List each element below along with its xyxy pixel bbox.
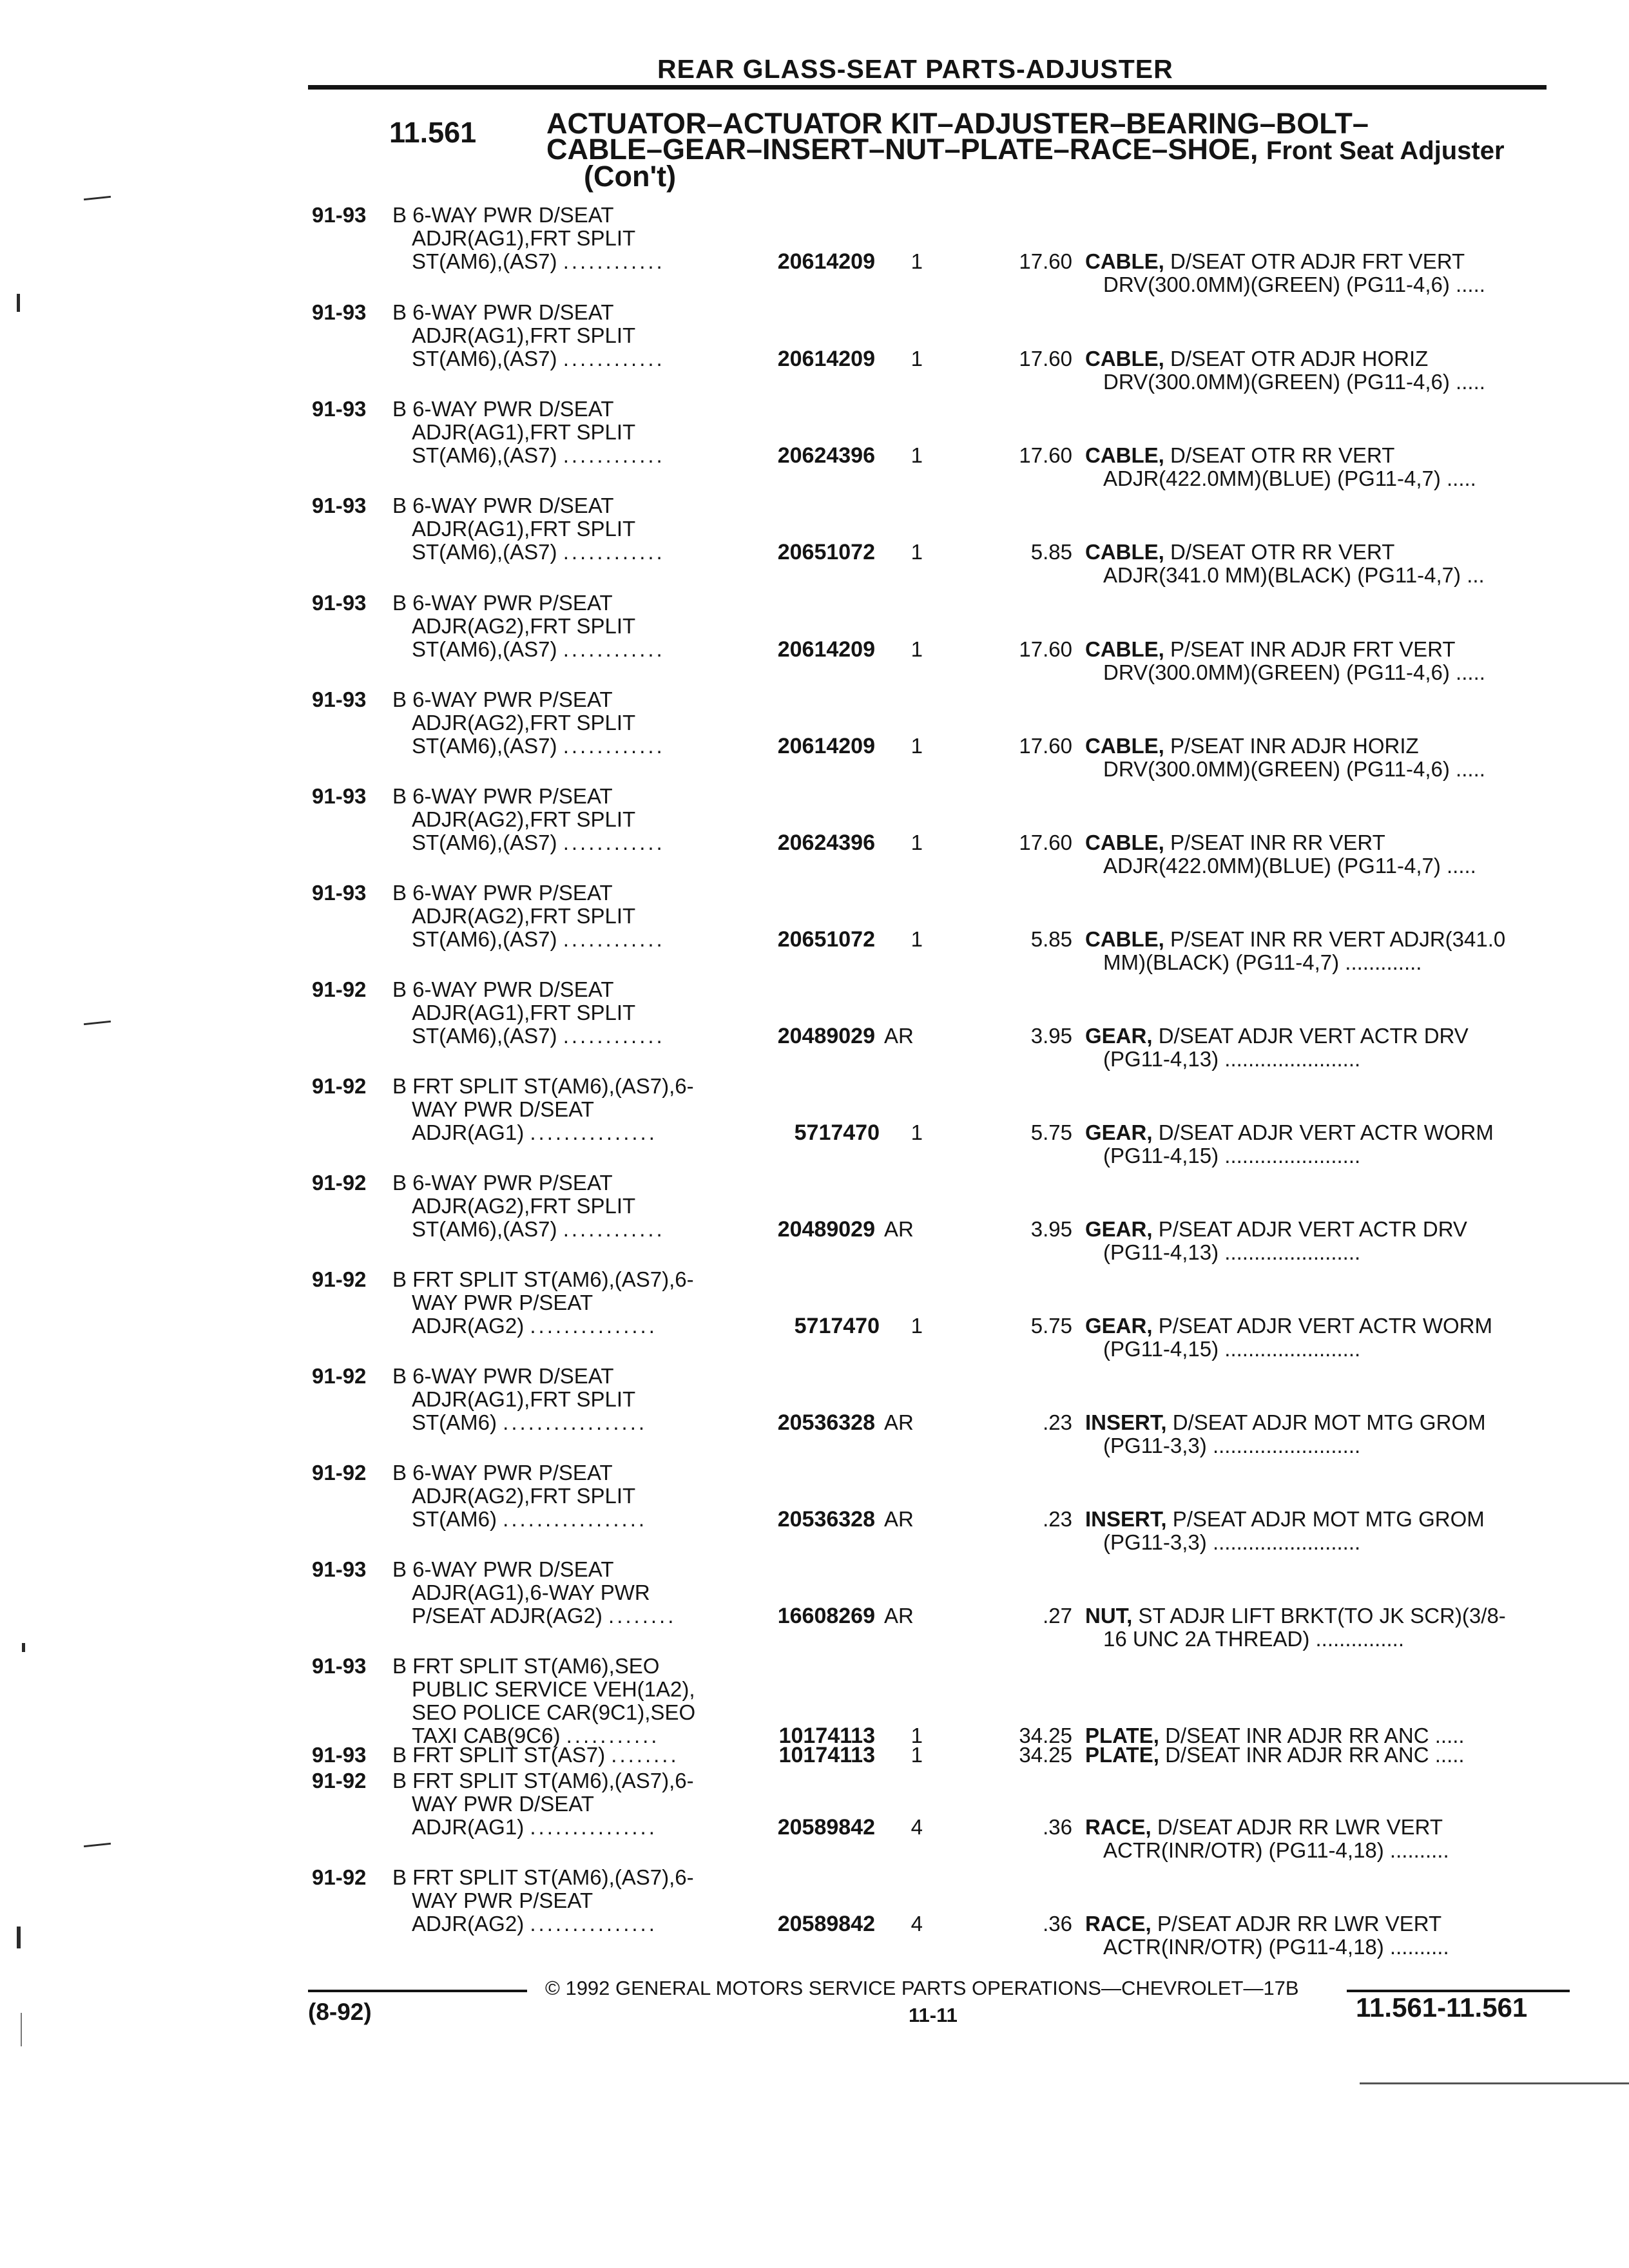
quantity: AR (884, 1217, 914, 1241)
part-name: RACE, (1085, 1815, 1152, 1839)
model-years: 91-92 (312, 1865, 367, 1889)
part-description (1085, 1218, 1562, 1264)
usage-description (392, 301, 665, 370)
section-title-continued: (Con't) (584, 160, 677, 193)
part-name: NUT, (1085, 1604, 1133, 1628)
model-years: 91-93 (312, 1654, 367, 1678)
part-description (1085, 638, 1562, 684)
price: .36 (1043, 1815, 1072, 1839)
leader-dots: ............... (530, 1815, 657, 1839)
part-description-line: GEAR, D/SEAT ADJR VERT ACTR WORM (1085, 1120, 1494, 1144)
section-number: 11.561 (389, 116, 477, 149)
usage-line: B 6-WAY PWR D/SEAT (392, 977, 614, 1001)
usage-description (392, 785, 665, 854)
part-name: GEAR, (1085, 1024, 1153, 1048)
usage-line: B 6-WAY PWR D/SEAT (392, 494, 614, 517)
usage-line: ADJR(AG2),FRT SPLIT (412, 1194, 636, 1218)
quantity: 1 (911, 1314, 923, 1338)
usage-line: ADJR(AG2),FRT SPLIT (412, 904, 636, 928)
usage-line: B FRT SPLIT ST(AM6),(AS7),6- (392, 1267, 694, 1291)
part-description-line: (PG11-4,13) ....................... (1103, 1240, 1361, 1264)
usage-description (392, 881, 665, 951)
part-description-line: RACE, P/SEAT ADJR RR LWR VERT (1085, 1912, 1442, 1936)
usage-line: B 6-WAY PWR P/SEAT (392, 687, 613, 711)
leader-dots: ............... (530, 1912, 657, 1936)
usage-line: ST(AM6),(AS7) ............ (412, 249, 665, 273)
part-description-line: RACE, D/SEAT ADJR RR LWR VERT (1085, 1815, 1443, 1839)
usage-line: B 6-WAY PWR D/SEAT (392, 1557, 614, 1581)
part-description-line: DRV(300.0MM)(GREEN) (PG11-4,6) ..... (1103, 370, 1485, 394)
part-name: GEAR, (1085, 1217, 1153, 1241)
price: .23 (1043, 1507, 1072, 1531)
part-name: GEAR, (1085, 1314, 1153, 1338)
section-title (546, 107, 1539, 193)
model-years: 91-92 (312, 1074, 367, 1098)
usage-line: ADJR(AG2),FRT SPLIT (412, 711, 636, 735)
footer-section-range: 11.561-11.561 (1356, 1992, 1528, 2023)
usage-description (392, 204, 665, 273)
leader-dots: ............ (563, 347, 665, 370)
usage-line: ADJR(AG1),FRT SPLIT (412, 1387, 636, 1411)
part-name: CABLE, (1085, 734, 1164, 758)
model-years: 91-93 (312, 494, 367, 517)
quantity: 4 (911, 1815, 923, 1839)
part-number: 20614209 (777, 637, 875, 662)
part-description (1085, 1604, 1562, 1651)
model-years: 91-93 (312, 591, 367, 615)
part-description-line: (PG11-4,15) ....................... (1103, 1337, 1361, 1361)
price: 5.75 (1030, 1314, 1072, 1338)
part-description (1085, 1121, 1562, 1168)
usage-line: B 6-WAY PWR D/SEAT (392, 1364, 614, 1388)
usage-line: B 6-WAY PWR P/SEAT (392, 591, 613, 615)
usage-line: B 6-WAY PWR P/SEAT (392, 1461, 613, 1485)
price: 17.60 (1019, 443, 1072, 467)
price: .27 (1043, 1604, 1072, 1628)
leader-dots: ............ (563, 1217, 665, 1241)
part-number: 20624396 (777, 831, 875, 855)
part-number: 20624396 (777, 443, 875, 468)
model-years: 91-93 (312, 784, 367, 808)
part-number: 20589842 (777, 1815, 875, 1840)
model-years: 91-93 (312, 397, 367, 421)
quantity: AR (884, 1507, 914, 1531)
price: 17.60 (1019, 249, 1072, 273)
price: .36 (1043, 1912, 1072, 1936)
usage-description (392, 978, 665, 1048)
leader-dots: ............ (563, 734, 665, 758)
leader-dots: ............... (530, 1314, 657, 1338)
price: 5.75 (1030, 1120, 1072, 1144)
usage-line: ST(AM6),(AS7) ............ (412, 831, 665, 854)
usage-line: ST(AM6),(AS7) ............ (412, 927, 665, 951)
part-description (1085, 444, 1562, 490)
part-description-line: (PG11-3,3) ......................... (1103, 1434, 1361, 1457)
part-description-line: (PG11-4,15) ....................... (1103, 1144, 1361, 1168)
model-years: 91-93 (312, 300, 367, 324)
part-name: CABLE, (1085, 831, 1164, 854)
part-description-line: INSERT, D/SEAT ADJR MOT MTG GROM (1085, 1410, 1486, 1434)
model-years: 91-93 (312, 881, 367, 905)
part-description-line: CABLE, D/SEAT OTR RR VERT (1085, 540, 1395, 564)
price: 3.95 (1030, 1217, 1072, 1241)
price: 17.60 (1019, 347, 1072, 370)
usage-line: ADJR(AG1),FRT SPLIT (412, 517, 636, 541)
part-description (1085, 1024, 1562, 1071)
part-name: INSERT, (1085, 1410, 1167, 1434)
part-description (1085, 928, 1562, 974)
usage-line: ADJR(AG1),FRT SPLIT (412, 323, 636, 347)
part-description (1085, 1912, 1562, 1959)
usage-description (392, 688, 665, 758)
quantity: AR (884, 1604, 914, 1628)
quantity: 1 (911, 249, 923, 273)
part-name: CABLE, (1085, 347, 1164, 370)
leader-dots: ............... (530, 1120, 657, 1144)
section-title-suffix: Front Seat Adjuster (1266, 137, 1505, 165)
part-number: 10174113 (778, 1743, 875, 1767)
part-number: 20589842 (777, 1912, 875, 1936)
part-description (1085, 541, 1562, 587)
part-description (1085, 1744, 1562, 1767)
usage-description (392, 1558, 676, 1628)
part-name: CABLE, (1085, 540, 1164, 564)
part-description-line: DRV(300.0MM)(GREEN) (PG11-4,6) ..... (1103, 660, 1485, 684)
footer-rule-left (308, 1990, 527, 1992)
model-years: 91-93 (312, 203, 367, 227)
footer-date: (8-92) (308, 1999, 372, 2025)
usage-description (392, 1365, 647, 1434)
part-name: CABLE, (1085, 927, 1164, 951)
usage-line: ST(AM6),(AS7) ............ (412, 1024, 665, 1048)
usage-line: PUBLIC SERVICE VEH(1A2), (412, 1677, 695, 1701)
usage-line: ADJR(AG1),FRT SPLIT (412, 420, 636, 444)
part-number: 20489029 (777, 1217, 875, 1242)
leader-dots: ............ (563, 1024, 665, 1048)
part-description-line: CABLE, D/SEAT OTR ADJR HORIZ (1085, 347, 1429, 370)
part-number: 20614209 (777, 734, 875, 758)
leader-dots: ........... (566, 1724, 660, 1747)
part-description-line: ADJR(422.0MM)(BLUE) (PG11-4,7) ..... (1103, 854, 1476, 878)
part-number: 20651072 (777, 927, 875, 952)
model-years: 91-92 (312, 977, 367, 1001)
quantity: 1 (911, 831, 923, 854)
quantity: 1 (911, 1724, 923, 1747)
usage-line: ST(AM6),(AS7) ............ (412, 443, 665, 467)
part-description (1085, 1816, 1562, 1862)
part-description-line: ADJR(341.0 MM)(BLACK) (PG11-4,7) ... (1103, 563, 1485, 587)
usage-line: TAXI CAB(9C6) ........... (412, 1724, 660, 1747)
quantity: 1 (911, 637, 923, 661)
part-name: INSERT, (1085, 1507, 1167, 1531)
price: 17.60 (1019, 734, 1072, 758)
usage-line: ST(AM6),(AS7) ............ (412, 1217, 665, 1241)
part-number: 5717470 (794, 1314, 880, 1338)
part-description-line: ACTR(INR/OTR) (PG11-4,18) .......... (1103, 1838, 1449, 1862)
usage-line: B 6-WAY PWR D/SEAT (392, 203, 614, 227)
usage-line: B 6-WAY PWR D/SEAT (392, 300, 614, 324)
usage-description (392, 591, 665, 661)
price: 3.95 (1030, 1024, 1072, 1048)
usage-line: B 6-WAY PWR P/SEAT (392, 784, 613, 808)
usage-line: ADJR(AG2),FRT SPLIT (412, 614, 636, 638)
usage-description (392, 1866, 694, 1936)
part-description-line: INSERT, P/SEAT ADJR MOT MTG GROM (1085, 1507, 1485, 1531)
leader-dots: ........ (611, 1743, 679, 1767)
usage-line: ST(AM6) ................. (412, 1507, 648, 1531)
quantity: 1 (911, 443, 923, 467)
leader-dots: ............ (563, 927, 665, 951)
binding-mark (17, 1927, 21, 1948)
usage-description (392, 1655, 695, 1747)
usage-line: SEO POLICE CAR(9C1),SEO (412, 1700, 696, 1724)
model-years: 91-92 (312, 1769, 367, 1792)
part-name: CABLE, (1085, 443, 1164, 467)
part-description-line: (PG11-3,3) ......................... (1103, 1530, 1361, 1554)
leader-dots: ............ (563, 443, 665, 467)
scan-edge-line (1360, 2082, 1629, 2084)
usage-line: B FRT SPLIT ST(AS7) ........ (392, 1743, 679, 1767)
usage-description (392, 1075, 694, 1144)
usage-line: ADJR(AG1) ............... (412, 1120, 657, 1144)
usage-line: ST(AM6) ................. (412, 1410, 648, 1434)
part-description-line: ACTR(INR/OTR) (PG11-4,18) .......... (1103, 1935, 1449, 1959)
model-years: 91-93 (312, 687, 367, 711)
part-number: 20651072 (777, 540, 875, 564)
model-years: 91-92 (312, 1171, 367, 1195)
leader-dots: ............ (563, 831, 665, 854)
leader-dots: ............ (563, 249, 665, 273)
price: 5.85 (1030, 927, 1072, 951)
usage-line: B FRT SPLIT ST(AM6),(AS7),6- (392, 1074, 694, 1098)
part-number: 20489029 (777, 1024, 875, 1048)
model-years: 91-93 (312, 1743, 367, 1767)
usage-line: ADJR(AG1) ............... (412, 1815, 657, 1839)
price: .23 (1043, 1410, 1072, 1434)
part-number: 20614209 (777, 249, 875, 274)
usage-line: ADJR(AG1),6-WAY PWR (412, 1581, 650, 1604)
usage-description (392, 1461, 647, 1531)
leader-dots: ................. (503, 1410, 648, 1434)
leader-dots: ................. (503, 1507, 648, 1531)
part-description-line: PLATE, D/SEAT INR ADJR RR ANC ..... (1085, 1743, 1465, 1767)
part-description-line: CABLE, D/SEAT OTR ADJR FRT VERT (1085, 249, 1465, 273)
usage-line: B 6-WAY PWR D/SEAT (392, 397, 614, 421)
model-years: 91-92 (312, 1267, 367, 1291)
page-header-title: REAR GLASS-SEAT PARTS-ADJUSTER (657, 54, 1173, 84)
quantity: 1 (911, 540, 923, 564)
part-name: PLATE, (1085, 1743, 1159, 1767)
usage-description (392, 494, 665, 564)
model-years: 91-92 (312, 1364, 367, 1388)
usage-line: WAY PWR P/SEAT (412, 1291, 593, 1314)
usage-line: ADJR(AG2),FRT SPLIT (412, 1484, 636, 1508)
part-description-line: CABLE, D/SEAT OTR RR VERT (1085, 443, 1395, 467)
usage-line: ST(AM6),(AS7) ............ (412, 540, 665, 564)
usage-line: WAY PWR D/SEAT (412, 1097, 594, 1121)
part-name: RACE, (1085, 1912, 1152, 1936)
part-description-line: GEAR, D/SEAT ADJR VERT ACTR DRV (1085, 1024, 1469, 1048)
price: 17.60 (1019, 831, 1072, 854)
footer-copyright: © 1992 GENERAL MOTORS SERVICE PARTS OPERATIONS—CHEVROLET—17B (545, 1977, 1299, 1999)
usage-description (392, 1744, 679, 1767)
binding-mark (17, 294, 20, 312)
binding-mark (84, 1843, 111, 1847)
usage-line: B 6-WAY PWR P/SEAT (392, 1171, 613, 1195)
leader-dots: ............ (563, 637, 665, 661)
usage-line: WAY PWR D/SEAT (412, 1792, 594, 1816)
leader-dots: ........ (608, 1604, 677, 1628)
footer-page-number: 11-11 (909, 2004, 958, 2026)
quantity: AR (884, 1410, 914, 1434)
price: 34.25 (1019, 1724, 1072, 1747)
part-description (1085, 250, 1562, 296)
binding-mark (84, 196, 111, 200)
usage-line: ADJR(AG2) ............... (412, 1314, 657, 1338)
part-description-line: CABLE, P/SEAT INR RR VERT (1085, 831, 1385, 854)
quantity: 1 (911, 347, 923, 370)
model-years: 91-93 (312, 1557, 367, 1581)
part-number: 20536328 (777, 1507, 875, 1532)
part-number: 10174113 (778, 1724, 875, 1748)
part-description (1085, 347, 1562, 394)
quantity: 4 (911, 1912, 923, 1936)
part-description-line: CABLE, P/SEAT INR RR VERT ADJR(341.0 (1085, 927, 1506, 951)
header-rule (308, 85, 1547, 90)
usage-description (392, 1171, 665, 1241)
price: 34.25 (1019, 1743, 1072, 1767)
part-description-line: GEAR, P/SEAT ADJR VERT ACTR WORM (1085, 1314, 1493, 1338)
part-description (1085, 1411, 1562, 1457)
quantity: 1 (911, 734, 923, 758)
part-description-line: ADJR(422.0MM)(BLUE) (PG11-4,7) ..... (1103, 466, 1476, 490)
quantity: 1 (911, 927, 923, 951)
usage-line: ADJR(AG2),FRT SPLIT (412, 807, 636, 831)
part-description-line: PLATE, D/SEAT INR ADJR RR ANC ..... (1085, 1724, 1465, 1747)
part-name: CABLE, (1085, 249, 1164, 273)
usage-line: P/SEAT ADJR(AG2) ........ (412, 1604, 677, 1628)
usage-line: B FRT SPLIT ST(AM6),(AS7),6- (392, 1769, 694, 1792)
quantity: AR (884, 1024, 914, 1048)
part-number: 20536328 (777, 1410, 875, 1435)
usage-description (392, 1268, 694, 1338)
quantity: 1 (911, 1120, 923, 1144)
usage-line: B FRT SPLIT ST(AM6),SEO (392, 1654, 660, 1678)
part-name: PLATE, (1085, 1724, 1159, 1747)
part-description-line: GEAR, P/SEAT ADJR VERT ACTR DRV (1085, 1217, 1467, 1241)
usage-line: ST(AM6),(AS7) ............ (412, 347, 665, 370)
binding-mark (22, 1643, 25, 1652)
part-description-line: CABLE, P/SEAT INR ADJR FRT VERT (1085, 637, 1456, 661)
usage-line: ADJR(AG2) ............... (412, 1912, 657, 1936)
part-number: 5717470 (794, 1120, 880, 1145)
usage-line: B 6-WAY PWR P/SEAT (392, 881, 613, 905)
part-description (1085, 831, 1562, 878)
binding-mark (21, 2013, 22, 2046)
part-description-line: DRV(300.0MM)(GREEN) (PG11-4,6) ..... (1103, 273, 1485, 296)
part-name: GEAR, (1085, 1120, 1153, 1144)
part-description (1085, 735, 1562, 781)
section-title-line2: CABLE–GEAR–INSERT–NUT–PLATE–RACE–SHOE, Front Seat Adjuster (546, 133, 1505, 166)
leader-dots: ............ (563, 540, 665, 564)
usage-description (392, 1769, 694, 1839)
usage-line: ADJR(AG1),FRT SPLIT (412, 226, 636, 250)
part-description (1085, 1314, 1562, 1361)
part-number: 16608269 (777, 1604, 875, 1628)
model-years: 91-92 (312, 1461, 367, 1485)
part-description-line: MM)(BLACK) (PG11-4,7) ............. (1103, 950, 1422, 974)
usage-line: ST(AM6),(AS7) ............ (412, 637, 665, 661)
part-description (1085, 1508, 1562, 1554)
part-description-line: (PG11-4,13) ....................... (1103, 1047, 1361, 1071)
price: 5.85 (1030, 540, 1072, 564)
part-name: CABLE, (1085, 637, 1164, 661)
quantity: 1 (911, 1743, 923, 1767)
part-description-line: CABLE, P/SEAT INR ADJR HORIZ (1085, 734, 1419, 758)
usage-description (392, 398, 665, 467)
part-description-line: 16 UNC 2A THREAD) ............... (1103, 1627, 1405, 1651)
part-description-line: DRV(300.0MM)(GREEN) (PG11-4,6) ..... (1103, 757, 1485, 781)
part-number: 20614209 (777, 347, 875, 371)
usage-line: B FRT SPLIT ST(AM6),(AS7),6- (392, 1865, 694, 1889)
usage-line: ST(AM6),(AS7) ............ (412, 734, 665, 758)
section-title-line1: ACTUATOR–ACTUATOR KIT–ADJUSTER–BEARING–BOLT– (546, 107, 1369, 140)
binding-mark (84, 1021, 111, 1025)
part-description-line: NUT, ST ADJR LIFT BRKT(TO JK SCR)(3/8- (1085, 1604, 1506, 1628)
usage-line: ADJR(AG1),FRT SPLIT (412, 1001, 636, 1024)
usage-line: WAY PWR P/SEAT (412, 1888, 593, 1912)
price: 17.60 (1019, 637, 1072, 661)
